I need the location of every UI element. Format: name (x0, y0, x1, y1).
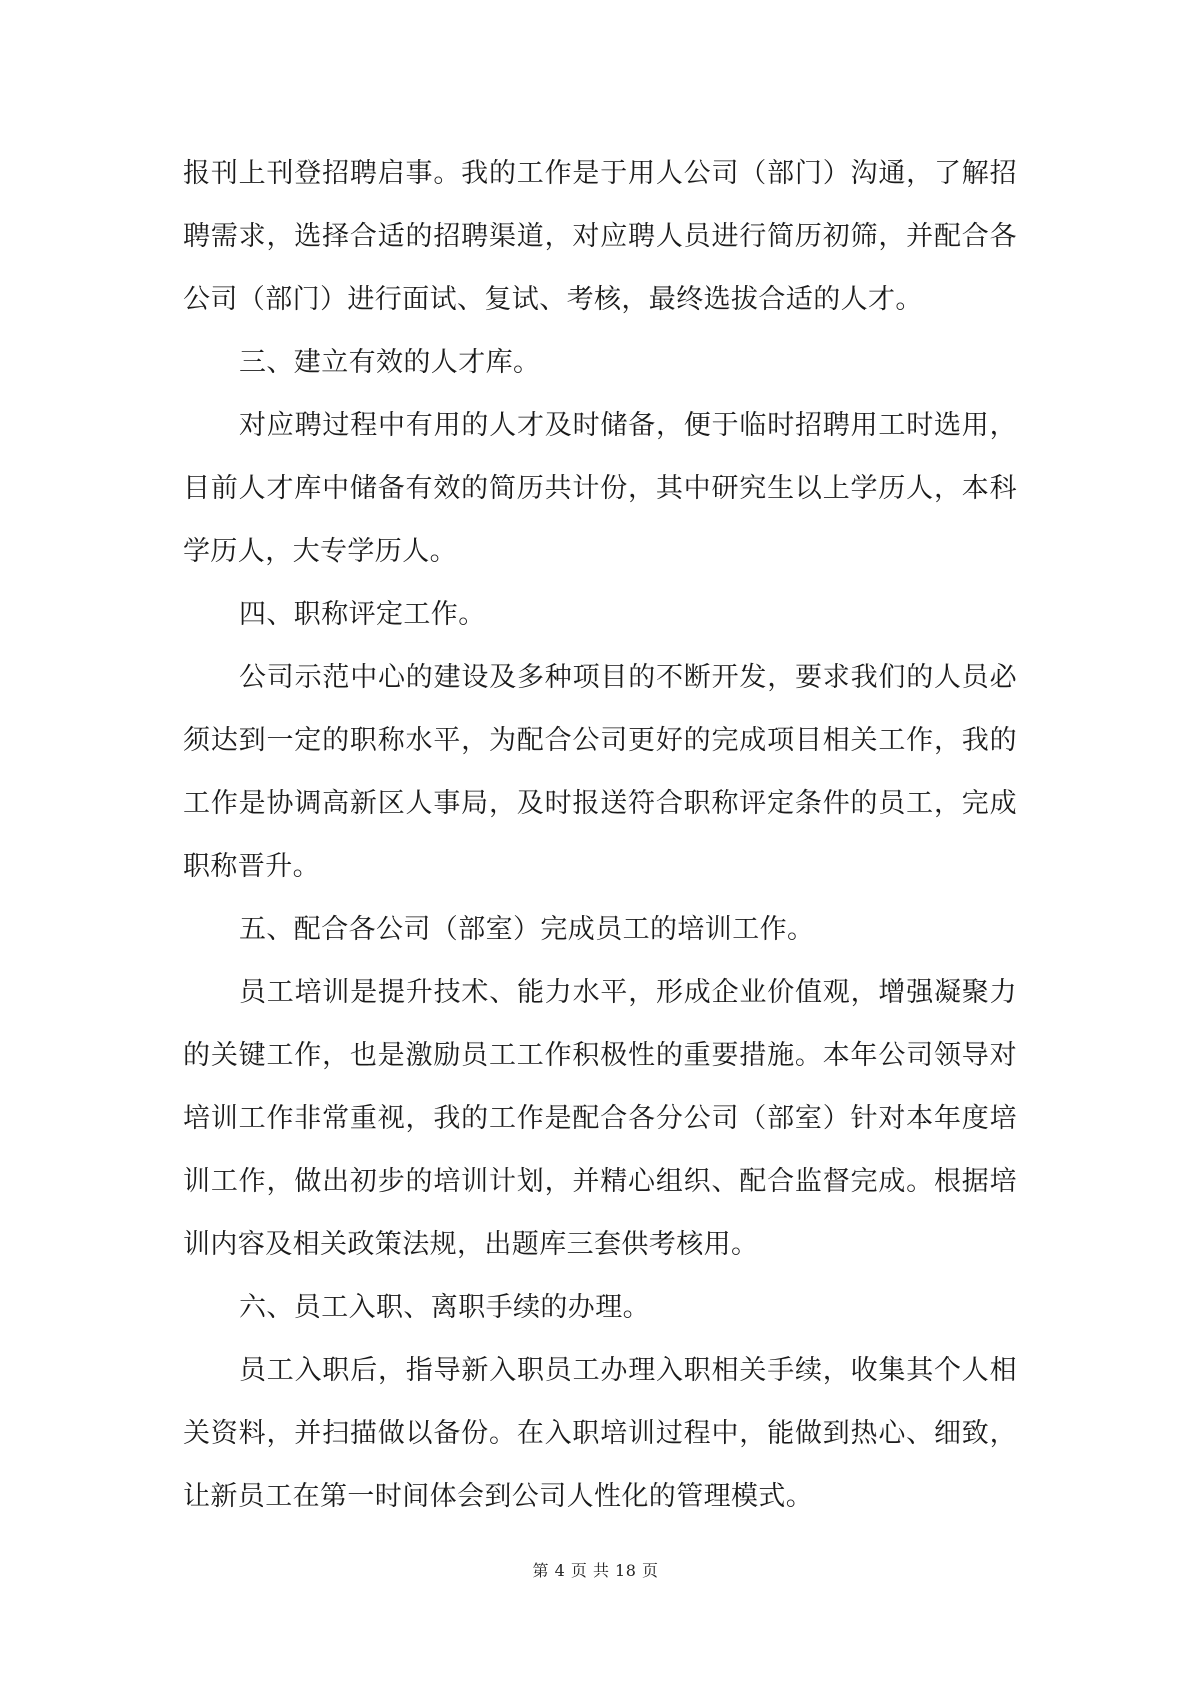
section-heading-talent-pool: 三、建立有效的人才库。 (239, 347, 541, 378)
section-heading-training: 五、配合各公司（部室）完成员工的培训工作。 (239, 914, 815, 945)
paragraph-continued: 报刊上刊登招聘启事。我的工作是于用人公司（部门）沟通，了解招聘需求，选择合适的招聘渠道，对应聘人员进行简历初筛，并配合各公司（部门）进行面试、复试、考核，最终选拔合适的人才。 (183, 158, 1017, 315)
paragraph-onboarding: 员工入职后，指导新入职员工办理入职相关手续，收集其个人相关资料，并扫描做以备份。在入职培训过程中，能做到热心、细致，让新员工在第一时间体会到公司人性化的管理模式。 (183, 1355, 1017, 1512)
paragraph-training: 员工培训是提升技术、能力水平，形成企业价值观，增强凝聚力的关键工作，也是激励员工工作积极性的重要措施。本年公司领导对培训工作非常重视，我的工作是配合各分公司（部室）针对本年度培训工作，做出初步的培训计划，并精心组织、配合监督完成。根据培训内容及相关政策法规，出题库三套供考核用。 (183, 977, 1017, 1260)
paragraph-title-evaluation: 公司示范中心的建设及多种项目的不断开发，要求我们的人员必须达到一定的职称水平，为配合公司更好的完成项目相关工作，我的工作是协调高新区人事局，及时报送符合职称评定条件的员工，完成职称晋升。 (183, 662, 1017, 882)
page-body (183, 142, 1017, 1528)
section-heading-title-evaluation: 四、职称评定工作。 (239, 599, 486, 630)
paragraph-talent-pool: 对应聘过程中有用的人才及时储备，便于临时招聘用工时选用，目前人才库中储备有效的简历共计份，其中研究生以上学历人，本科学历人，大专学历人。 (183, 410, 1017, 567)
section-heading-onboarding: 六、员工入职、离职手续的办理。 (239, 1292, 650, 1323)
page-number-footer: 第 4 页 共 18 页 (532, 1561, 659, 1580)
